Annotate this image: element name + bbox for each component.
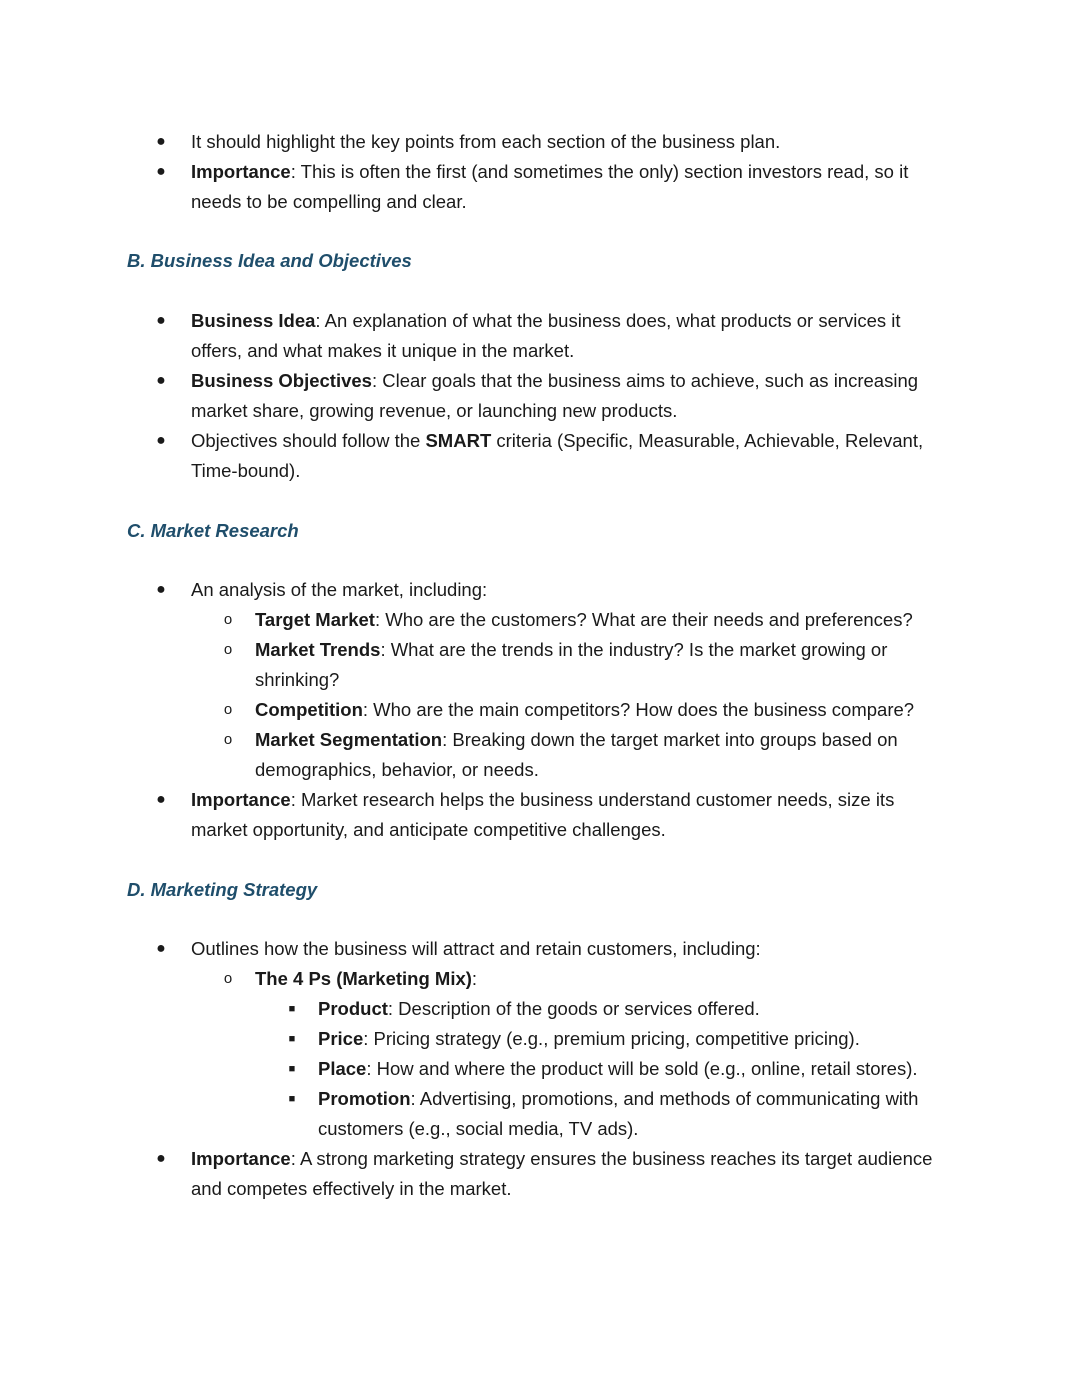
item-text-pre: Objectives should follow the xyxy=(191,430,426,451)
sub-list-item xyxy=(0,695,1080,725)
intro-list xyxy=(0,127,1080,217)
item-term: The 4 Ps (Marketing Mix) xyxy=(255,968,472,989)
bullet-square-icon: ■ xyxy=(288,1093,296,1105)
bullet-circle-icon: o xyxy=(223,641,233,658)
bullet-disc-icon: ● xyxy=(156,372,166,389)
sub-sub-list-item xyxy=(0,1024,1080,1054)
section-b-list xyxy=(0,306,1080,486)
bullet-disc-icon: ● xyxy=(156,432,166,449)
item-text: Outlines how the business will attract and retain customers, including: xyxy=(191,938,761,959)
bullet-circle-icon: o xyxy=(223,611,233,628)
list-item xyxy=(0,934,1080,964)
bullet-disc-icon: ● xyxy=(156,1150,166,1167)
section-d-list xyxy=(0,934,1080,1204)
item-text: : Description of the goods or services offered. xyxy=(387,998,760,1019)
bullet-circle-icon: o xyxy=(223,731,233,748)
bullet-disc-icon: ● xyxy=(156,163,166,180)
list-item xyxy=(0,785,1080,845)
list-item xyxy=(0,157,1080,217)
item-term: Price xyxy=(318,1028,364,1049)
bullet-square-icon: ■ xyxy=(288,1003,296,1015)
bullet-disc-icon: ● xyxy=(156,940,166,957)
item-term: SMART xyxy=(425,430,492,451)
bullet-circle-icon: o xyxy=(223,701,233,718)
list-item xyxy=(0,575,1080,605)
item-text: : How and where the product will be sold (e.g., online, retail stores). xyxy=(366,1058,918,1079)
item-text: : An explanation of what the business does, what products or services it offers, and what makes it unique in the market. xyxy=(191,310,901,361)
sub-list-item xyxy=(0,605,1080,635)
item-text: An analysis of the market, including: xyxy=(191,579,488,600)
item-text: : Pricing strategy (e.g., premium pricing, competitive pricing). xyxy=(363,1028,860,1049)
item-term: Importance xyxy=(191,1148,291,1169)
bullet-disc-icon: ● xyxy=(156,312,166,329)
item-text: : Who are the main competitors? How does the business compare? xyxy=(362,699,915,720)
item-text: : Breaking down the target market into groups based on demographics, behavior, or needs. xyxy=(255,729,898,780)
sub-list-item xyxy=(0,725,1080,785)
list-item xyxy=(0,366,1080,426)
item-text: : A strong marketing strategy ensures the business reaches its target audience and competes effectively in the market. xyxy=(191,1148,933,1199)
sub-list-item xyxy=(0,964,1080,994)
item-text: : Who are the customers? What are their needs and preferences? xyxy=(374,609,913,630)
item-term: Business Idea xyxy=(191,310,316,331)
section-heading-b: B. Business Idea and Objectives xyxy=(127,250,412,271)
bullet-square-icon: ■ xyxy=(288,1063,296,1075)
item-term: Competition xyxy=(255,699,363,720)
bullet-disc-icon: ● xyxy=(156,133,166,150)
list-item xyxy=(0,426,1080,486)
bullet-disc-icon: ● xyxy=(156,581,166,598)
item-term: Importance xyxy=(191,161,291,182)
item-term: Product xyxy=(318,998,388,1019)
item-term: Promotion xyxy=(318,1088,411,1109)
item-term: Place xyxy=(318,1058,367,1079)
item-term: Business Objectives xyxy=(191,370,372,391)
item-text: : Advertising, promotions, and methods of communicating with customers (e.g., social media, TV ads). xyxy=(318,1088,919,1139)
item-text: criteria (Specific, Measurable, Achievable, Relevant, Time-bound). xyxy=(191,430,924,481)
sub-sub-list-item xyxy=(0,1054,1080,1084)
item-text: : Clear goals that the business aims to achieve, such as increasing market share, growing revenue, or launching new products. xyxy=(191,370,919,421)
list-item xyxy=(0,1144,1080,1204)
item-text: : What are the trends in the industry? Is the market growing or shrinking? xyxy=(255,639,888,690)
sub-sub-list-item xyxy=(0,1084,1080,1144)
section-heading-c: C. Market Research xyxy=(127,520,299,541)
item-term: Importance xyxy=(191,789,291,810)
item-term: Market Trends xyxy=(255,639,381,660)
item-term: Market Segmentation xyxy=(255,729,443,750)
bullet-disc-icon: ● xyxy=(156,791,166,808)
sub-list-item xyxy=(0,635,1080,695)
item-text: : xyxy=(471,968,478,989)
section-heading-d: D. Marketing Strategy xyxy=(127,879,318,900)
item-text: : Market research helps the business understand customer needs, size its market opportunity, and anticipate competitive challenges. xyxy=(191,789,895,840)
item-term: Target Market xyxy=(255,609,375,630)
item-text: : This is often the first (and sometimes the only) section investors read, so it needs to be compelling and clear. xyxy=(191,161,909,212)
bullet-square-icon: ■ xyxy=(288,1033,296,1045)
section-c-list xyxy=(0,575,1080,845)
list-item xyxy=(0,306,1080,366)
list-item xyxy=(0,127,1080,157)
sub-sub-list-item xyxy=(0,994,1080,1024)
item-text: It should highlight the key points from each section of the business plan. xyxy=(191,131,781,152)
bullet-circle-icon: o xyxy=(223,970,233,987)
